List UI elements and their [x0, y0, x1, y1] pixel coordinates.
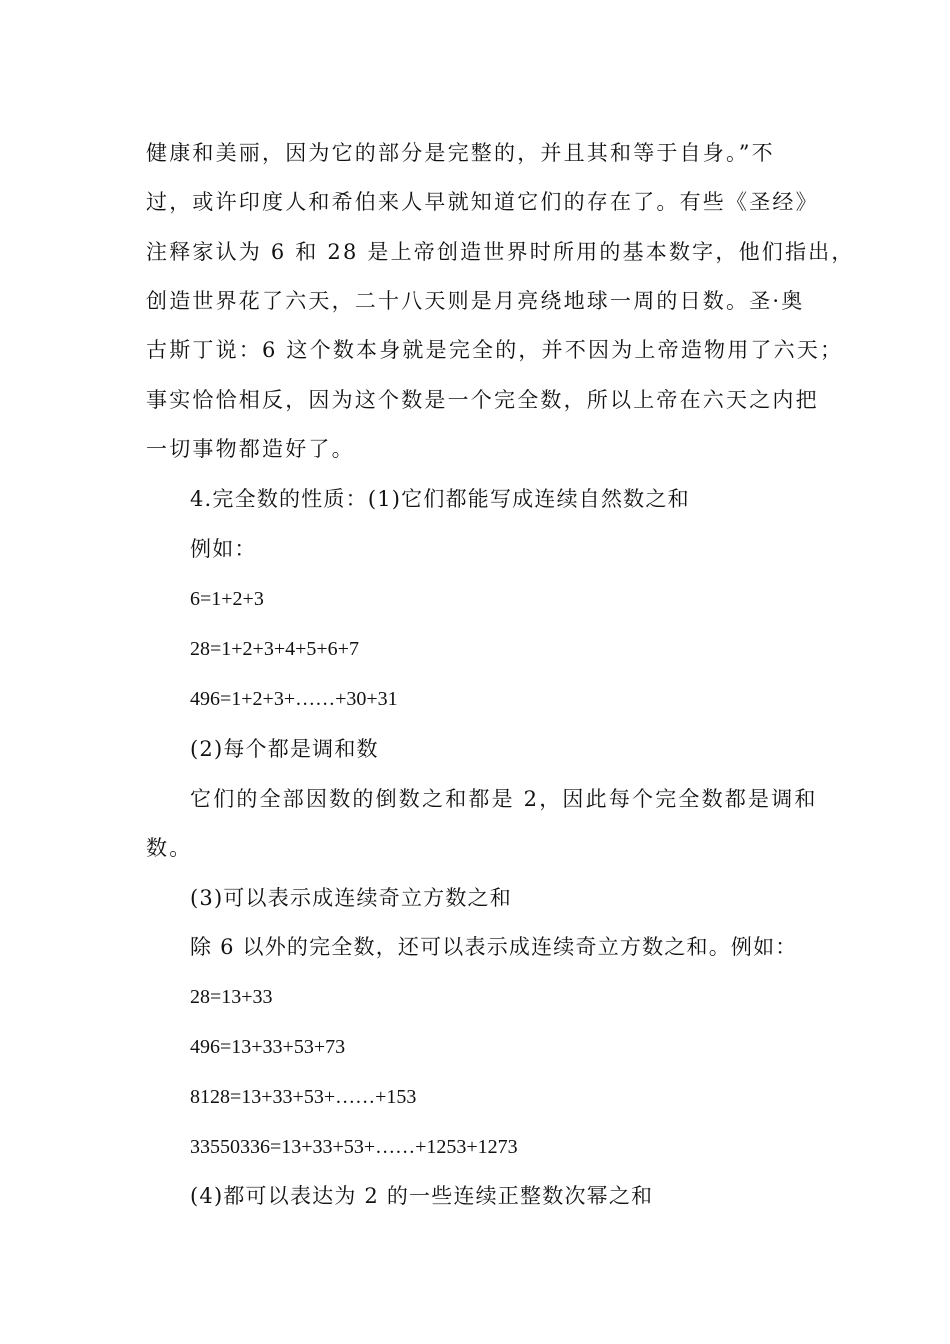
example-label: 例如： — [190, 537, 257, 561]
equation: 8128=13+33+53+……+153 — [190, 1086, 417, 1108]
equation: 28=13+33 — [190, 986, 273, 1008]
equation: 6=1+2+3 — [190, 588, 264, 610]
paragraph-line: 古斯丁说：6 这个数本身就是完全的，并不因为上帝造物用了六天； — [146, 338, 844, 362]
equation: 33550336=13+33+53+……+1253+1273 — [190, 1136, 518, 1158]
paragraph-line: 它们的全部因数的倒数之和都是 2，因此每个完全数都是调和 — [190, 787, 818, 811]
paragraph-line: 数。 — [146, 836, 193, 860]
paragraph-line: 注释家认为 6 和 28 是上帝创造世界时所用的基本数字，他们指出， — [146, 240, 855, 264]
paragraph-line: 健康和美丽，因为它的部分是完整的，并且其和等于自身。”不 — [146, 141, 775, 165]
paragraph-line: 过，或许印度人和希伯来人早就知道它们的存在了。有些《圣经》 — [146, 190, 819, 214]
equation: 496=1+2+3+……+30+31 — [190, 688, 398, 710]
equation: 28=1+2+3+4+5+6+7 — [190, 638, 359, 660]
item-heading: (2)每个都是调和数 — [190, 737, 379, 761]
item-heading: (3)可以表示成连续奇立方数之和 — [190, 886, 512, 910]
section-heading: 4.完全数的性质：(1)它们都能写成连续自然数之和 — [190, 487, 690, 511]
item-heading: (4)都可以表达为 2 的一些连续正整数次幂之和 — [190, 1184, 654, 1208]
paragraph-line: 除 6 以外的完全数，还可以表示成连续奇立方数之和。例如： — [190, 935, 798, 959]
paragraph-line: 一切事物都造好了。 — [146, 437, 355, 461]
paragraph-line: 创造世界花了六天，二十八天则是月亮绕地球一周的日数。圣·奥 — [146, 289, 805, 313]
paragraph-line: 事实恰恰相反，因为这个数是一个完全数，所以上帝在六天之内把 — [146, 388, 819, 412]
equation: 496=13+33+53+73 — [190, 1036, 346, 1058]
